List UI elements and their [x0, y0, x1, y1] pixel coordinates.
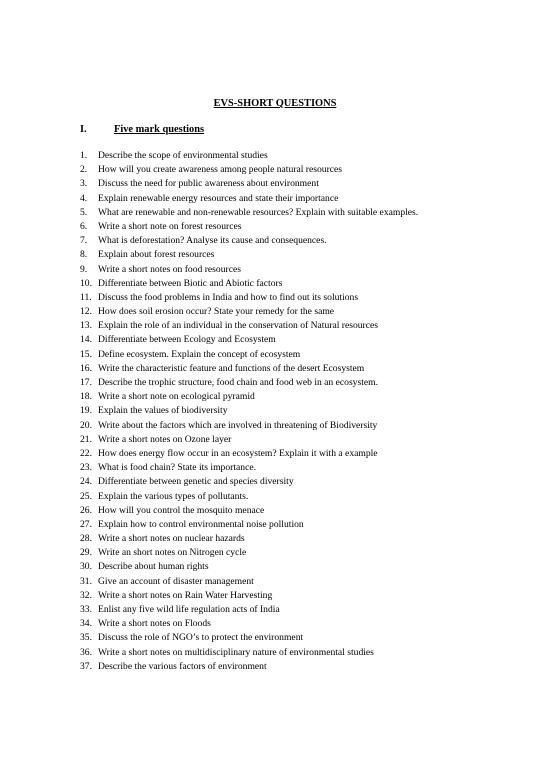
question-text: Write the characteristic feature and functions of the desert Ecosystem — [98, 362, 365, 374]
list-item — [80, 291, 418, 305]
list-item — [80, 546, 418, 560]
question-text: Differentiate between Ecology and Ecosystem — [98, 334, 276, 346]
question-text: Describe the trophic structure, food chain and food web in an ecosystem. — [98, 377, 378, 388]
question-text: Explain the role of an individual in the conservation of Natural resources — [98, 320, 378, 332]
question-text: Write a short note on ecological pyramid — [98, 391, 255, 403]
list-item — [80, 660, 418, 674]
list-item — [80, 376, 418, 390]
question-number: 23. — [80, 462, 92, 474]
question-number: 34. — [80, 618, 92, 630]
list-item — [80, 575, 418, 589]
question-text: Write a short notes on multidisciplinary nature of environmental studies — [98, 646, 374, 658]
question-number: 13. — [80, 320, 92, 332]
list-item — [80, 617, 418, 631]
list-item — [80, 475, 418, 489]
question-text: Explain the values of biodiversity — [98, 405, 228, 417]
question-text: Differentiate between Biotic and Abiotic factors — [98, 277, 283, 289]
list-item — [80, 419, 418, 433]
list-item — [80, 192, 418, 206]
question-number: 9. — [80, 263, 88, 275]
list-item — [80, 206, 418, 220]
question-text: Differentiate between genetic and species diversity — [98, 476, 294, 488]
question-number: 32. — [80, 589, 92, 601]
list-item — [80, 333, 418, 347]
section-heading — [80, 123, 204, 136]
question-text: How will you control the mosquito menace — [98, 504, 265, 516]
question-number: 2. — [80, 164, 88, 176]
question-text: How does energy flow occur in an ecosystem? Explain it with a example — [98, 447, 378, 459]
question-text: Explain the various types of pollutants. — [98, 490, 249, 502]
question-number: 15. — [80, 348, 92, 360]
question-text: Discuss the need for public awareness about environment — [98, 178, 319, 190]
question-number: 1. — [80, 150, 88, 161]
question-number: 8. — [80, 249, 88, 261]
list-item — [80, 163, 418, 177]
question-text: How will you create awareness among people natural resources — [98, 164, 343, 176]
list-item — [80, 149, 418, 163]
list-item — [80, 433, 418, 447]
list-item — [80, 490, 418, 504]
question-number: 36. — [80, 646, 92, 658]
question-text: What is deforestation? Analyse its cause and consequences. — [98, 235, 327, 247]
list-item — [80, 305, 418, 319]
list-item — [80, 319, 418, 333]
list-item — [80, 603, 418, 617]
question-number: 37. — [80, 660, 92, 672]
question-number: 17. — [80, 377, 92, 388]
question-number: 29. — [80, 547, 92, 559]
question-text: What are renewable and non-renewable resources? Explain with suitable examples. — [98, 206, 419, 218]
list-item — [80, 390, 418, 404]
list-item — [80, 348, 418, 362]
question-number: 14. — [80, 334, 92, 346]
question-number: 12. — [80, 306, 92, 318]
question-number: 24. — [80, 476, 92, 488]
question-number: 31. — [80, 575, 92, 587]
question-number: 11. — [80, 291, 92, 303]
list-item — [80, 447, 418, 461]
question-text: Explain how to control environmental noise pollution — [98, 518, 304, 530]
document-title: EVS-SHORT QUESTIONS — [213, 98, 337, 109]
section-label: Five mark questions — [114, 124, 205, 135]
question-number: 27. — [80, 518, 92, 530]
section-numeral: I. — [80, 124, 87, 135]
question-number: 3. — [80, 178, 88, 190]
question-number: 18. — [80, 391, 92, 403]
question-text: Write a short notes on Rain Water Harvesting — [98, 589, 273, 601]
question-text: Write about the factors which are involved in threatening of Biodiversity — [98, 419, 378, 431]
question-number: 33. — [80, 604, 92, 615]
question-text: Define ecosystem. Explain the concept of ecosystem — [98, 348, 301, 360]
list-item — [80, 263, 418, 277]
question-list — [80, 149, 418, 674]
list-item — [80, 177, 418, 191]
question-text: Write an short notes on Nitrogen cycle — [98, 547, 247, 559]
question-text: Write a short notes on Floods — [98, 618, 211, 630]
question-number: 25. — [80, 490, 92, 502]
question-text: Describe the scope of environmental studies — [98, 150, 268, 161]
list-item — [80, 248, 418, 262]
list-item — [80, 461, 418, 475]
question-text: Write a short note on forest resources — [98, 220, 242, 232]
question-number: 20. — [80, 419, 92, 431]
question-number: 10. — [80, 277, 92, 289]
list-item — [80, 518, 418, 532]
question-number: 26. — [80, 504, 92, 516]
question-text: Write a short notes on Ozone layer — [98, 433, 232, 445]
question-number: 7. — [80, 235, 88, 247]
question-text: Describe about human rights — [98, 561, 209, 573]
question-number: 5. — [80, 206, 88, 218]
question-number: 21. — [80, 433, 92, 445]
question-number: 4. — [80, 192, 88, 204]
question-number: 16. — [80, 362, 92, 374]
list-item — [80, 560, 418, 574]
question-text: Discuss the food problems in India and how to find out its solutions — [98, 291, 359, 303]
question-text: What is food chain? State its importance. — [98, 462, 256, 474]
list-item — [80, 646, 418, 660]
list-item — [80, 362, 418, 376]
question-number: 22. — [80, 447, 92, 459]
question-text: Write a short notes on nuclear hazards — [98, 533, 245, 545]
question-text: Explain renewable energy resources and state their importance — [98, 192, 339, 204]
list-item — [80, 404, 418, 418]
question-text: Explain about forest resources — [98, 249, 215, 261]
question-text: Give an account of disaster management — [98, 575, 254, 587]
question-text: How does soil erosion occur? State your remedy for the same — [98, 306, 335, 318]
question-number: 30. — [80, 561, 92, 573]
list-item — [80, 631, 418, 645]
list-item — [80, 220, 418, 234]
list-item — [80, 504, 418, 518]
list-item — [80, 234, 418, 248]
question-number: 19. — [80, 405, 92, 417]
question-number: 6. — [80, 220, 88, 232]
question-text: Write a short notes on food resources — [98, 263, 241, 275]
question-number: 35. — [80, 632, 92, 644]
list-item — [80, 532, 418, 546]
question-text: Enlist any five wild life regulation acts of India — [98, 604, 280, 615]
question-text: Describe the various factors of environment — [98, 660, 267, 672]
question-number: 28. — [80, 533, 92, 545]
question-text: Discuss the role of NGO’s to protect the environment — [98, 632, 304, 644]
list-item — [80, 277, 418, 291]
list-item — [80, 589, 418, 603]
